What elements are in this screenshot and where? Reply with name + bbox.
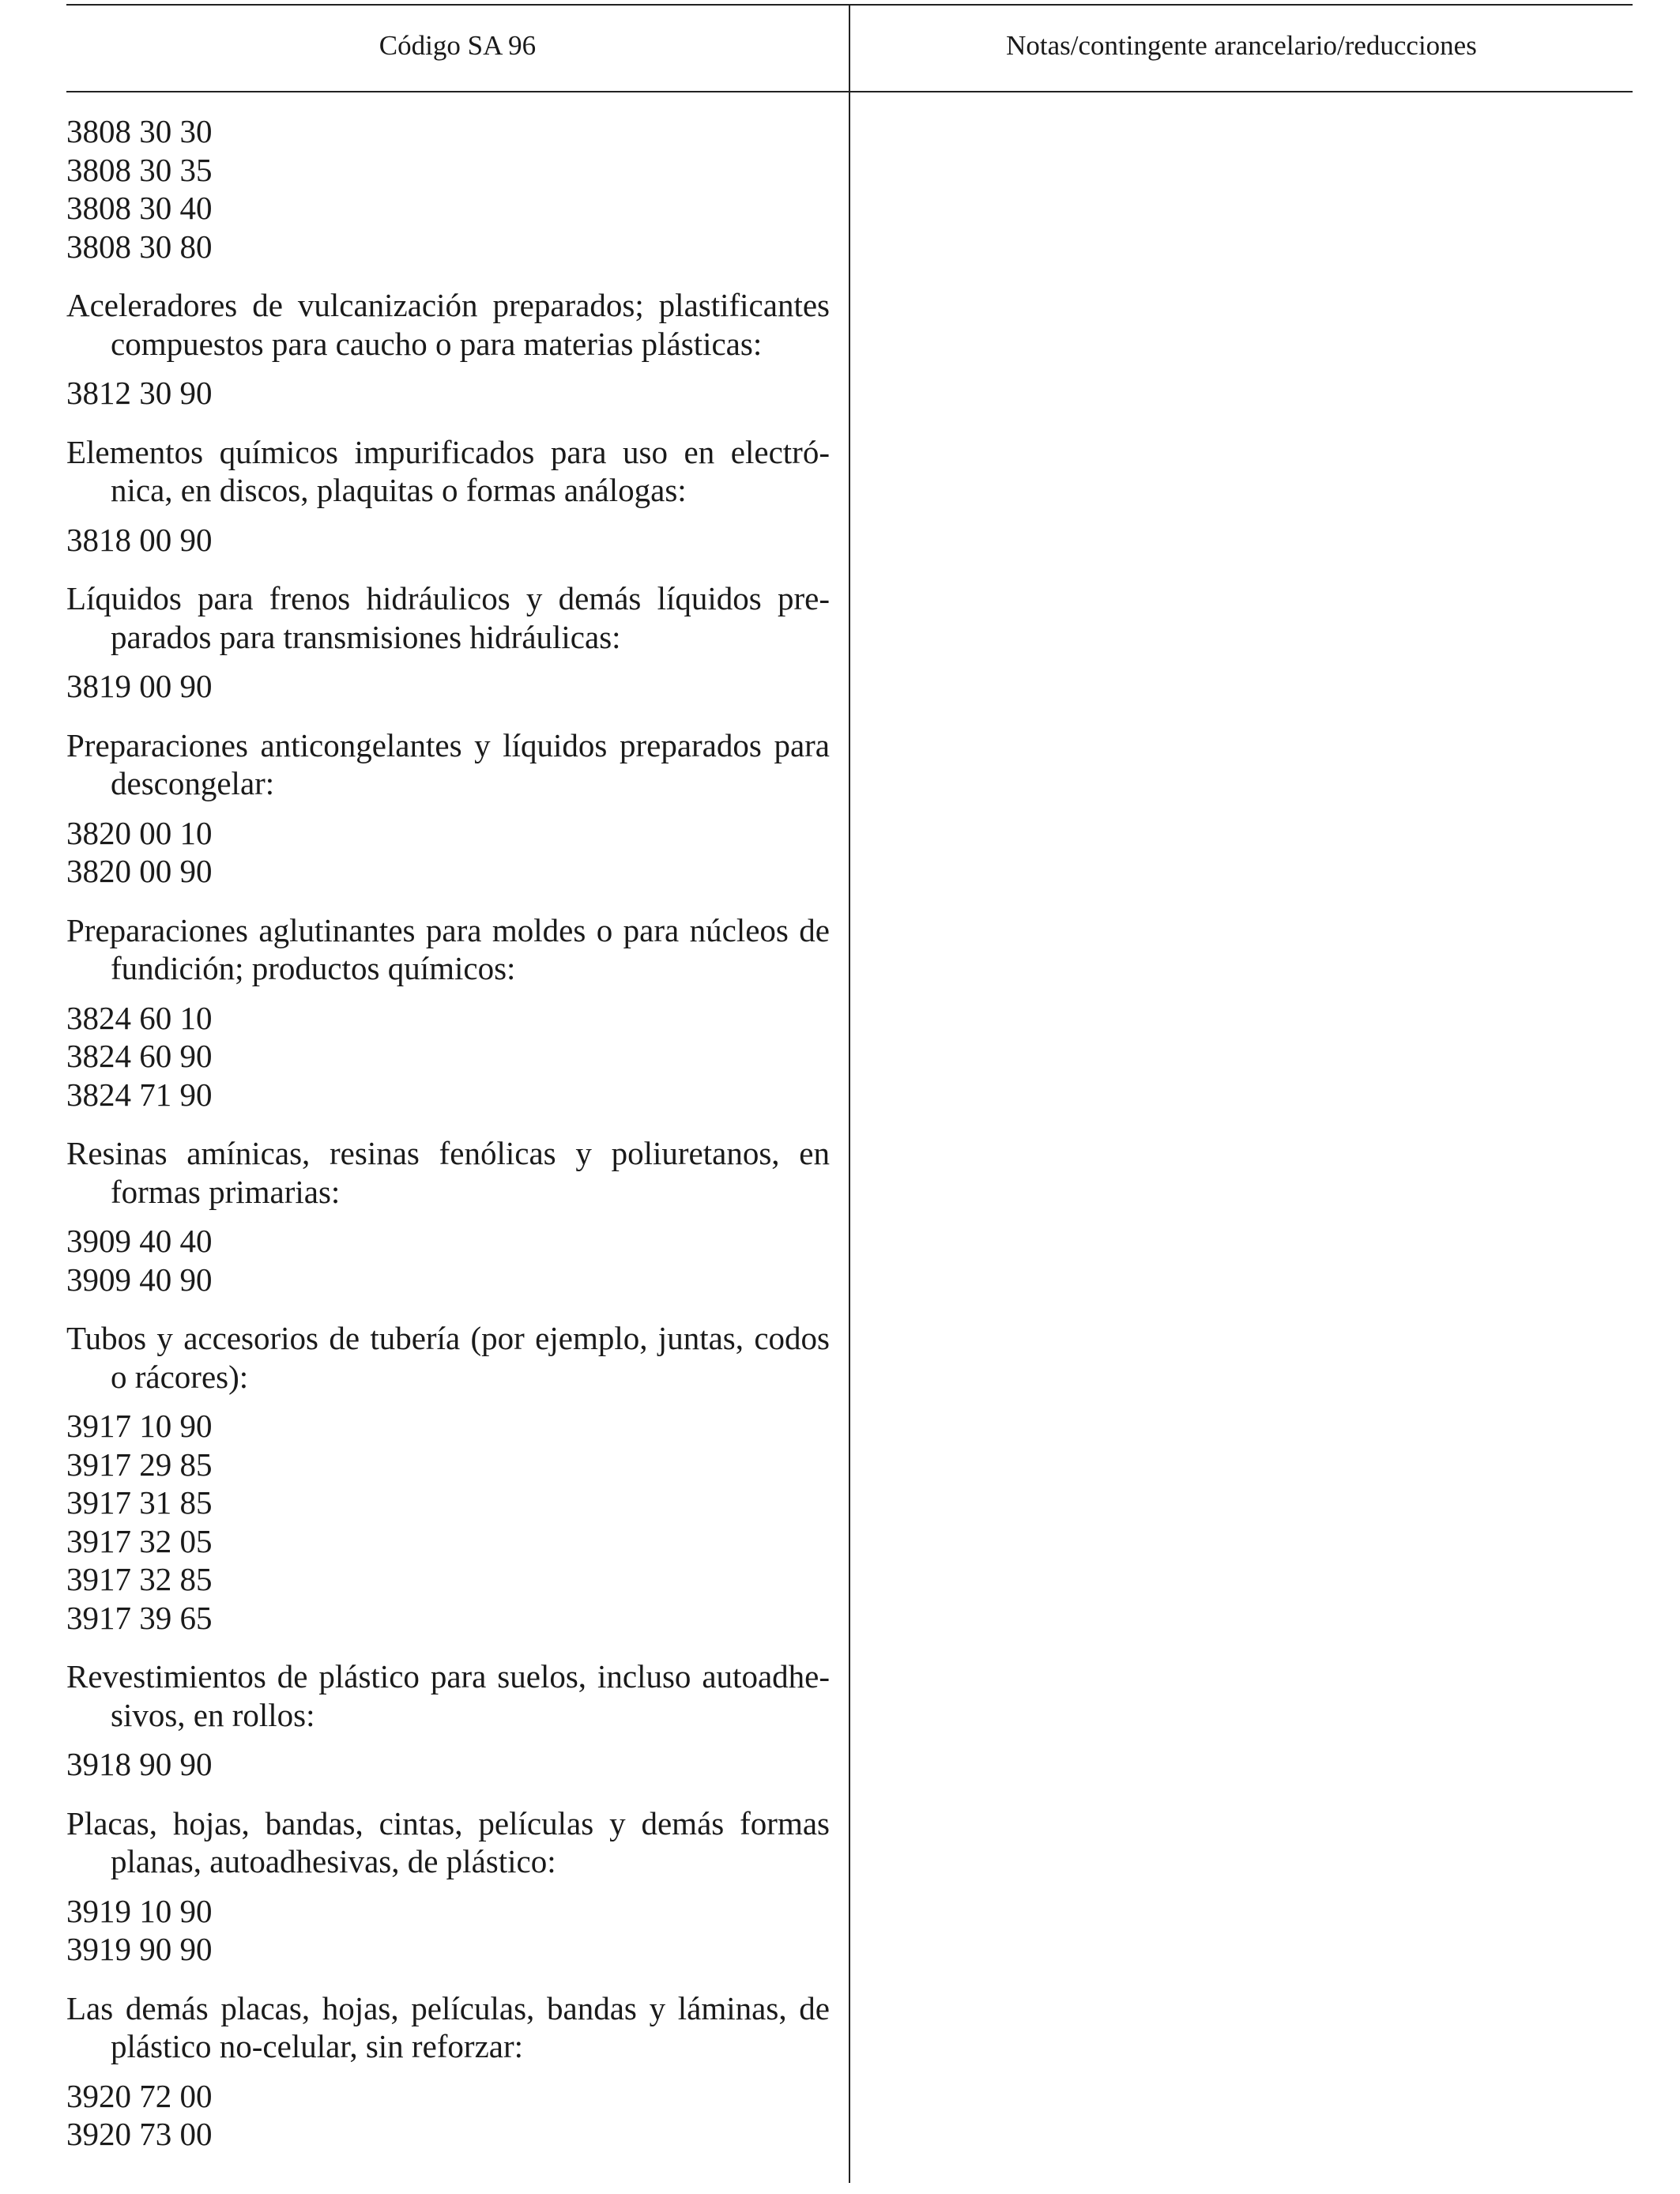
- product-group-description: Las demás placas, hojas, películas, bandas y láminas, de plástico no-celular, sin reforzar:: [66, 1989, 830, 2064]
- tariff-code: 3808 30 30: [66, 113, 213, 149]
- tariff-code: 3919 90 90: [66, 1931, 213, 1967]
- tariff-code: 3917 32 05: [66, 1522, 213, 1559]
- product-group-description: Líquidos para frenos hidráulicos y demás líquidos preparados para transmisiones hidráulicas:: [66, 580, 830, 655]
- tariff-code: 3919 10 90: [66, 1892, 213, 1929]
- tariff-code: 3808 30 80: [66, 228, 213, 265]
- tariff-code: 3820 00 90: [66, 853, 213, 889]
- tariff-code: 3917 29 85: [66, 1446, 213, 1483]
- code-column: [66, 112, 830, 2154]
- product-group-description: Tubos y accesorios de tubería (por ejemplo, juntas, codos o rácores):: [66, 1320, 830, 1395]
- product-group-description: Revestimientos de plástico para suelos, incluso autoadhesivos, en rollos:: [66, 1658, 830, 1733]
- product-group-description: Elementos químicos impurificados para uso en electrónica, en discos, plaquitas o formas análogas:: [66, 433, 830, 508]
- product-group-description: Aceleradores de vulcanización preparados; plastificantes compuestos para caucho o para materias plásticas:: [66, 287, 830, 362]
- column-divider: [849, 4, 850, 2183]
- tariff-code: 3920 73 00: [66, 2116, 213, 2152]
- tariff-code: 3808 30 35: [66, 151, 213, 188]
- tariff-code: 3824 60 90: [66, 1038, 213, 1074]
- tariff-code: 3824 71 90: [66, 1076, 213, 1113]
- tariff-code: 3920 72 00: [66, 2077, 213, 2114]
- tariff-code: 3917 32 85: [66, 1561, 213, 1597]
- tariff-code: 3917 39 65: [66, 1599, 213, 1636]
- product-group-description: Placas, hojas, bandas, cintas, películas y demás formas planas, autoadhesivas, de plástico:: [66, 1804, 830, 1879]
- tariff-code: 3820 00 10: [66, 814, 213, 851]
- tariff-code: 3819 00 90: [66, 668, 213, 704]
- tariff-code: 3918 90 90: [66, 1746, 213, 1782]
- tariff-code: 3917 10 90: [66, 1408, 213, 1444]
- tariff-code: 3909 40 90: [66, 1261, 213, 1298]
- column-header-notes: Notas/contingente arancelario/reducciones: [1006, 30, 1477, 61]
- tariff-code: 3808 30 40: [66, 190, 213, 226]
- product-group-description: Preparaciones aglutinantes para moldes o para núcleos de fundición; productos químicos:: [66, 911, 830, 986]
- product-group-description: Preparaciones anticongelantes y líquidos preparados para descongelar:: [66, 726, 830, 801]
- product-group-description: Resinas amínicas, resinas fenólicas y poliuretanos, en formas primarias:: [66, 1135, 830, 1210]
- tariff-code: 3909 40 40: [66, 1223, 213, 1259]
- tariff-code: 3824 60 10: [66, 999, 213, 1036]
- tariff-code: 3818 00 90: [66, 521, 213, 558]
- tariff-code: 3812 30 90: [66, 375, 213, 411]
- column-header-code: Código SA 96: [379, 30, 537, 61]
- tariff-code: 3917 31 85: [66, 1484, 213, 1521]
